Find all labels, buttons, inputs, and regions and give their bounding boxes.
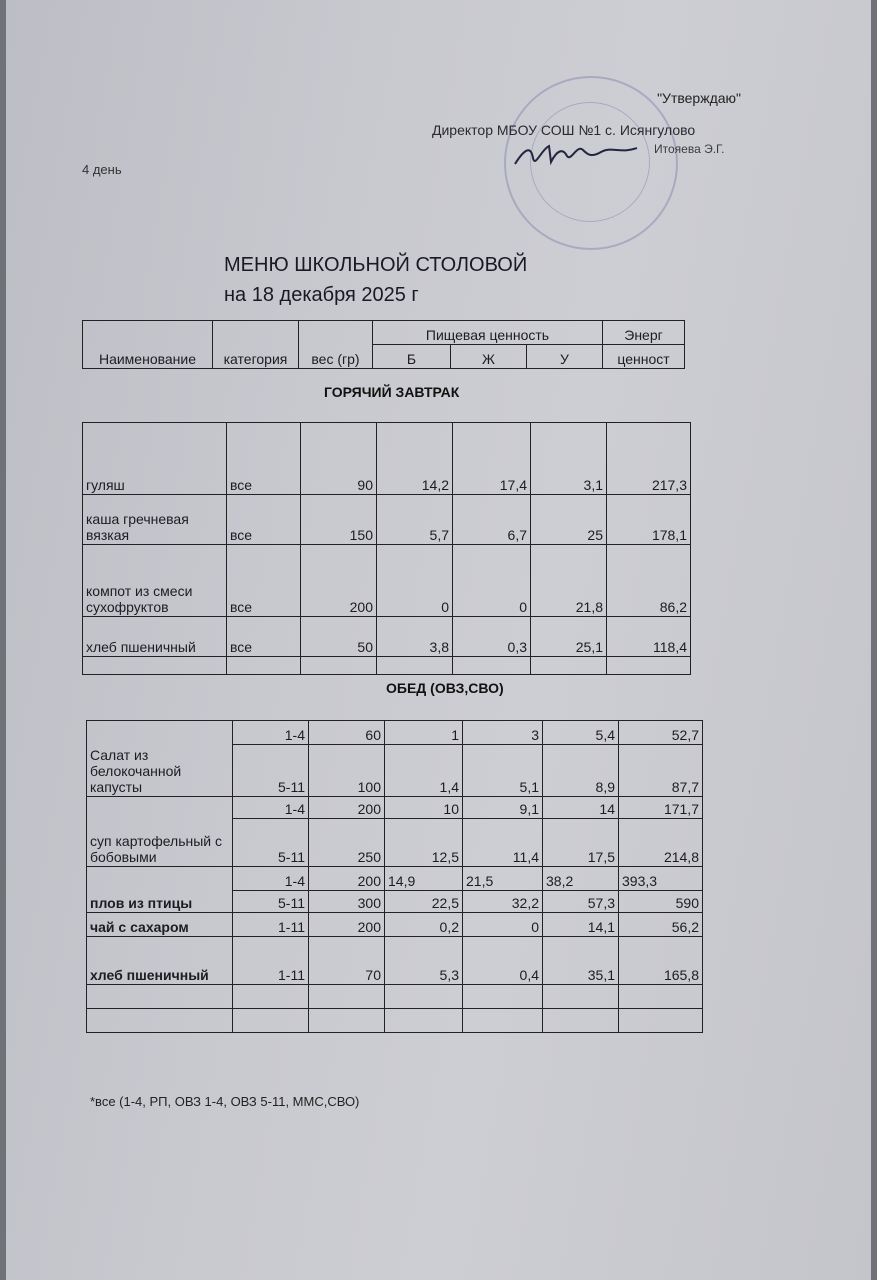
dish-zh: 6,7	[453, 495, 531, 545]
director-name: Итояева Э.Г.	[654, 142, 725, 156]
dish-zh: 17,4	[453, 423, 531, 495]
page-title	[224, 250, 527, 310]
dish-category: все	[227, 545, 301, 617]
dish-weight: 100	[309, 745, 385, 797]
dish-b: 1,4	[385, 745, 463, 797]
title-line-2: на 18 декабря 2025 г	[224, 284, 419, 306]
dish-b: 5,3	[385, 937, 463, 985]
dish-weight: 60	[309, 721, 385, 745]
dish-b: 22,5	[385, 891, 463, 913]
dish-weight: 200	[309, 867, 385, 891]
dish-energy: 178,1	[607, 495, 691, 545]
dish-u: 8,9	[543, 745, 619, 797]
dish-u: 25,1	[531, 617, 607, 657]
dish-category: 1-4	[233, 867, 309, 891]
dish-weight: 200	[309, 797, 385, 819]
table-row	[83, 545, 691, 617]
dish-weight: 300	[309, 891, 385, 913]
dish-b: 5,7	[377, 495, 453, 545]
dish-category: 5-11	[233, 745, 309, 797]
dish-u: 5,4	[543, 721, 619, 745]
dish-zh: 0,4	[463, 937, 543, 985]
dish-weight: 50	[301, 617, 377, 657]
dish-name: плов из птицы	[87, 867, 233, 913]
approval-label: "Утверждаю"	[657, 90, 741, 106]
dish-category: все	[227, 617, 301, 657]
document-page	[6, 0, 871, 1280]
dish-u: 14,1	[543, 913, 619, 937]
dish-u: 25	[531, 495, 607, 545]
dish-energy: 393,3	[619, 867, 703, 891]
col-weight: вес (гр)	[299, 321, 373, 369]
dish-b: 14,2	[377, 423, 453, 495]
dish-u: 17,5	[543, 819, 619, 867]
dish-u: 21,8	[531, 545, 607, 617]
dish-u: 38,2	[543, 867, 619, 891]
dish-category: 5-11	[233, 819, 309, 867]
day-label: 4 день	[82, 162, 122, 177]
empty-row	[83, 657, 691, 675]
table-row	[83, 617, 691, 657]
dish-energy: 118,4	[607, 617, 691, 657]
dish-b: 1	[385, 721, 463, 745]
dish-b: 14,9	[385, 867, 463, 891]
dish-b: 12,5	[385, 819, 463, 867]
dish-category: все	[227, 495, 301, 545]
dish-energy: 171,7	[619, 797, 703, 819]
dish-b: 3,8	[377, 617, 453, 657]
dish-weight: 90	[301, 423, 377, 495]
dish-b: 10	[385, 797, 463, 819]
dish-energy: 590	[619, 891, 703, 913]
dish-u: 57,3	[543, 891, 619, 913]
dish-zh: 0	[463, 913, 543, 937]
dish-weight: 150	[301, 495, 377, 545]
dish-category: все	[227, 423, 301, 495]
empty-row	[87, 1009, 703, 1033]
dish-name: суп картофельный с бобовыми	[87, 797, 233, 867]
table-row	[87, 937, 703, 985]
dish-name: чай с сахаром	[87, 913, 233, 937]
dish-name: гуляш	[83, 423, 227, 495]
dish-energy: 52,7	[619, 721, 703, 745]
col-zh: Ж	[451, 345, 527, 369]
dish-name: хлеб пшеничный	[87, 937, 233, 985]
dish-name: хлеб пшеничный	[83, 617, 227, 657]
table-row	[87, 797, 703, 819]
dish-energy: 87,7	[619, 745, 703, 797]
dish-b: 0	[377, 545, 453, 617]
dish-category: 1-4	[233, 721, 309, 745]
table-row	[83, 495, 691, 545]
col-b: Б	[373, 345, 451, 369]
col-nutrition: Пищевая ценность	[373, 321, 603, 345]
col-energy-top: Энерг	[603, 321, 685, 345]
dish-category: 1-11	[233, 937, 309, 985]
table-row	[87, 721, 703, 745]
dish-u: 14	[543, 797, 619, 819]
title-line-1: МЕНЮ ШКОЛЬНОЙ СТОЛОВОЙ	[224, 254, 528, 276]
dish-zh: 0	[453, 545, 531, 617]
dish-zh: 0,3	[453, 617, 531, 657]
footnote: *все (1-4, РП, ОВЗ 1-4, ОВЗ 5-11, ММС,СВО)	[90, 1094, 360, 1109]
dish-weight: 250	[309, 819, 385, 867]
dish-b: 0,2	[385, 913, 463, 937]
col-name: Наименование	[83, 321, 213, 369]
breakfast-title: ГОРЯЧИЙ ЗАВТРАК	[324, 384, 460, 400]
dish-zh: 32,2	[463, 891, 543, 913]
dish-zh: 9,1	[463, 797, 543, 819]
table-row	[87, 867, 703, 891]
lunch-table	[86, 720, 703, 1033]
breakfast-table	[82, 422, 691, 675]
dish-energy: 217,3	[607, 423, 691, 495]
dish-zh: 5,1	[463, 745, 543, 797]
col-energy-bottom: ценност	[603, 345, 685, 369]
dish-weight: 200	[301, 545, 377, 617]
dish-zh: 11,4	[463, 819, 543, 867]
dish-weight: 200	[309, 913, 385, 937]
dish-name: Салат из белокочанной капусты	[87, 721, 233, 797]
dish-energy: 165,8	[619, 937, 703, 985]
dish-energy: 56,2	[619, 913, 703, 937]
dish-name: каша гречневая вязкая	[83, 495, 227, 545]
header-table	[82, 320, 685, 369]
dish-energy: 86,2	[607, 545, 691, 617]
dish-zh: 21,5	[463, 867, 543, 891]
dish-u: 35,1	[543, 937, 619, 985]
table-row	[87, 913, 703, 937]
dish-weight: 70	[309, 937, 385, 985]
dish-energy: 214,8	[619, 819, 703, 867]
dish-zh: 3	[463, 721, 543, 745]
dish-name: компот из смеси сухофруктов	[83, 545, 227, 617]
col-u: У	[527, 345, 603, 369]
dish-category: 5-11	[233, 891, 309, 913]
lunch-title: ОБЕД (ОВЗ,СВО)	[386, 680, 504, 696]
dish-category: 1-4	[233, 797, 309, 819]
col-category: категория	[213, 321, 299, 369]
empty-row	[87, 985, 703, 1009]
director-title: Директор МБОУ СОШ №1 с. Исянгулово	[432, 122, 696, 138]
dish-category: 1-11	[233, 913, 309, 937]
table-row	[83, 423, 691, 495]
dish-u: 3,1	[531, 423, 607, 495]
